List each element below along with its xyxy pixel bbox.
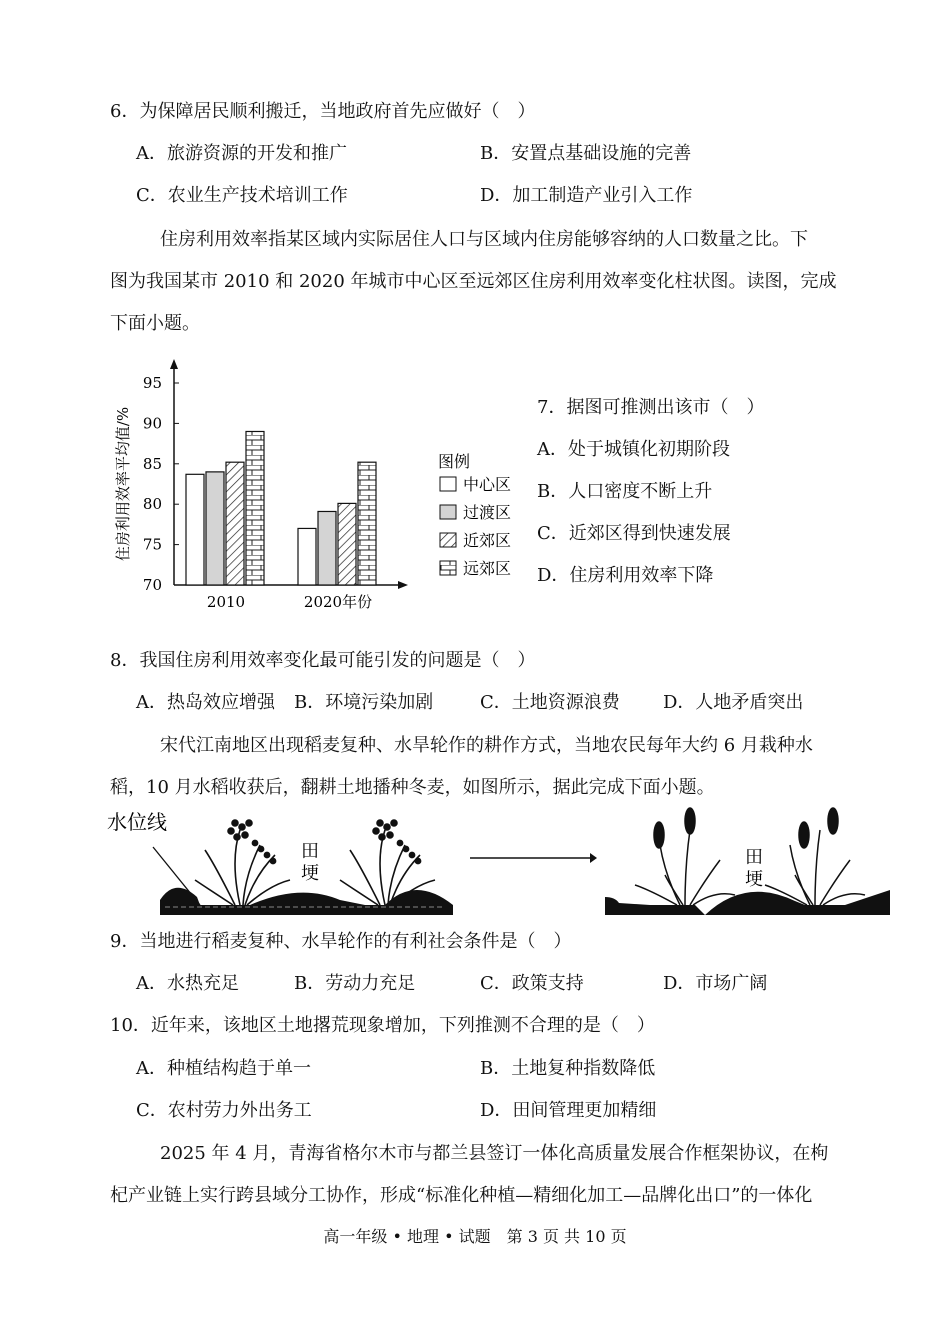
wheat-plant-icon (635, 808, 735, 905)
housing-efficiency-chart (108, 355, 528, 620)
q8-stem: 8．我国住房利用效率变化最可能引发的问题是（ ） (110, 650, 536, 671)
rice-wheat-rotation-figure (105, 805, 905, 920)
y-axis-label: 住房利用效率平均值/% (114, 406, 132, 562)
q10-stem: 10．近年来，该地区土地撂荒现象增加，下列推测不合理的是（ ） (110, 1015, 655, 1036)
intro-housing-line2: 图为我国某市 2010 和 2020 年城市中心区至远郊区住房利用效率变化柱状图。读图，完成 (110, 271, 837, 292)
ridge-label-top-left: 田 (301, 841, 319, 862)
legend-swatch-gray (440, 505, 456, 519)
ridge-label-bottom-left: 埂 (301, 863, 319, 884)
rice-wheat-rotation-svg (105, 805, 905, 920)
y-tick-label: 75 (142, 535, 162, 554)
page-footer: 高一年级 • 地理 • 试题 第 3 页 共 10 页 (323, 1227, 627, 1246)
legend-label: 近郊区 (463, 531, 512, 550)
legend-label: 远郊区 (463, 559, 512, 578)
q6-option-c: C．农业生产技术培训工作 (136, 185, 348, 206)
q6-option-b: B．安置点基础设施的完善 (480, 143, 692, 164)
q6-stem: 6．为保障居民顺利搬迁，当地政府首先应做好（ ） (110, 101, 536, 122)
q10-option-a: A．种植结构趋于单一 (136, 1058, 311, 1079)
water-level-label: 水位线 (107, 810, 167, 834)
y-tick-label: 90 (142, 414, 162, 433)
bar-2020-plain (298, 528, 316, 585)
intro-farming-line2: 稻，10 月水稻收获后，翻耕土地播种冬麦，如图所示，据此完成下面小题。 (110, 777, 715, 798)
q10-option-b: B．土地复种指数降低 (480, 1058, 656, 1079)
legend-swatch-brick (440, 561, 456, 575)
y-tick-label: 95 (142, 374, 162, 392)
intro-qinghai-line2: 杞产业链上实行跨县域分工协作，形成“标准化种植—精细化加工—品牌化出口”的一体化 (110, 1185, 813, 1206)
legend-label: 过渡区 (463, 503, 512, 522)
x-tick-label: 2010 (206, 593, 246, 611)
x-tick-label: 2020年份 (303, 593, 373, 611)
y-tick-label: 70 (142, 576, 162, 594)
q8-option-a: A．热岛效应增强 (136, 692, 275, 713)
legend-swatch-plain (440, 477, 456, 491)
q9-option-b: B．劳动力充足 (294, 973, 416, 994)
intro-farming-line1: 宋代江南地区出现稻麦复种、水旱轮作的耕作方式，当地农民每年大约 6 月栽种水 (160, 735, 813, 756)
q8-option-d: D．人地矛盾突出 (663, 692, 804, 713)
legend-title: 图例 (438, 452, 471, 471)
intro-qinghai-line1: 2025 年 4 月，青海省格尔木市与都兰县签订一体化高质量发展合作框架协议，在枸 (160, 1143, 829, 1164)
bar-2010-plain (186, 474, 204, 585)
bar-2020-gray (318, 511, 336, 585)
ridge-label-top-right: 田 (745, 847, 763, 868)
wheat-field-scene (605, 808, 890, 915)
y-tick-label: 85 (142, 454, 162, 473)
q10-option-c: C．农村劳力外出务工 (136, 1100, 312, 1121)
q6-option-a: A．旅游资源的开发和推广 (136, 143, 347, 164)
housing-efficiency-chart-svg (108, 355, 528, 620)
bar-2010-hatch (226, 462, 244, 585)
q8-option-b: B．环境污染加剧 (294, 692, 434, 713)
rice-paddy-scene (160, 820, 453, 915)
q7-option-c: C．近郊区得到快速发展 (537, 523, 731, 544)
bar-2020-hatch (338, 503, 356, 585)
q8-option-c: C．土地资源浪费 (480, 692, 620, 713)
bar-2010-brick (246, 431, 264, 585)
q9-stem: 9．当地进行稻麦复种、水旱轮作的有利社会条件是（ ） (110, 931, 572, 952)
intro-housing-line3: 下面小题。 (110, 313, 200, 334)
intro-housing-line1: 住房利用效率指某区域内实际居住人口与区域内住房能够容纳的人口数量之比。下 (160, 229, 808, 250)
arrow-icon (470, 853, 597, 863)
rice-plant-icon (195, 820, 290, 905)
q9-option-c: C．政策支持 (480, 973, 584, 994)
bar-2020-brick (358, 462, 376, 585)
legend-label: 中心区 (463, 475, 512, 494)
q9-option-d: D．市场广阔 (663, 973, 768, 994)
q7-stem: 7．据图可推测出该市（ ） (537, 397, 765, 418)
y-axis-arrow (170, 359, 178, 369)
wheat-plant-icon (765, 808, 865, 905)
q10-option-d: D．田间管理更加精细 (480, 1100, 657, 1121)
q6-option-d: D．加工制造产业引入工作 (480, 185, 693, 206)
legend-swatch-hatch (440, 533, 456, 547)
bar-2010-gray (206, 472, 224, 585)
x-axis-arrow (398, 581, 408, 589)
ridge-label-bottom-right: 埂 (745, 869, 763, 890)
q7-option-a: A．处于城镇化初期阶段 (537, 439, 730, 460)
q7-option-d: D．住房利用效率下降 (537, 565, 714, 586)
y-tick-label: 80 (142, 495, 162, 514)
q9-option-a: A．水热充足 (136, 973, 239, 994)
q7-option-b: B．人口密度不断上升 (537, 481, 713, 502)
